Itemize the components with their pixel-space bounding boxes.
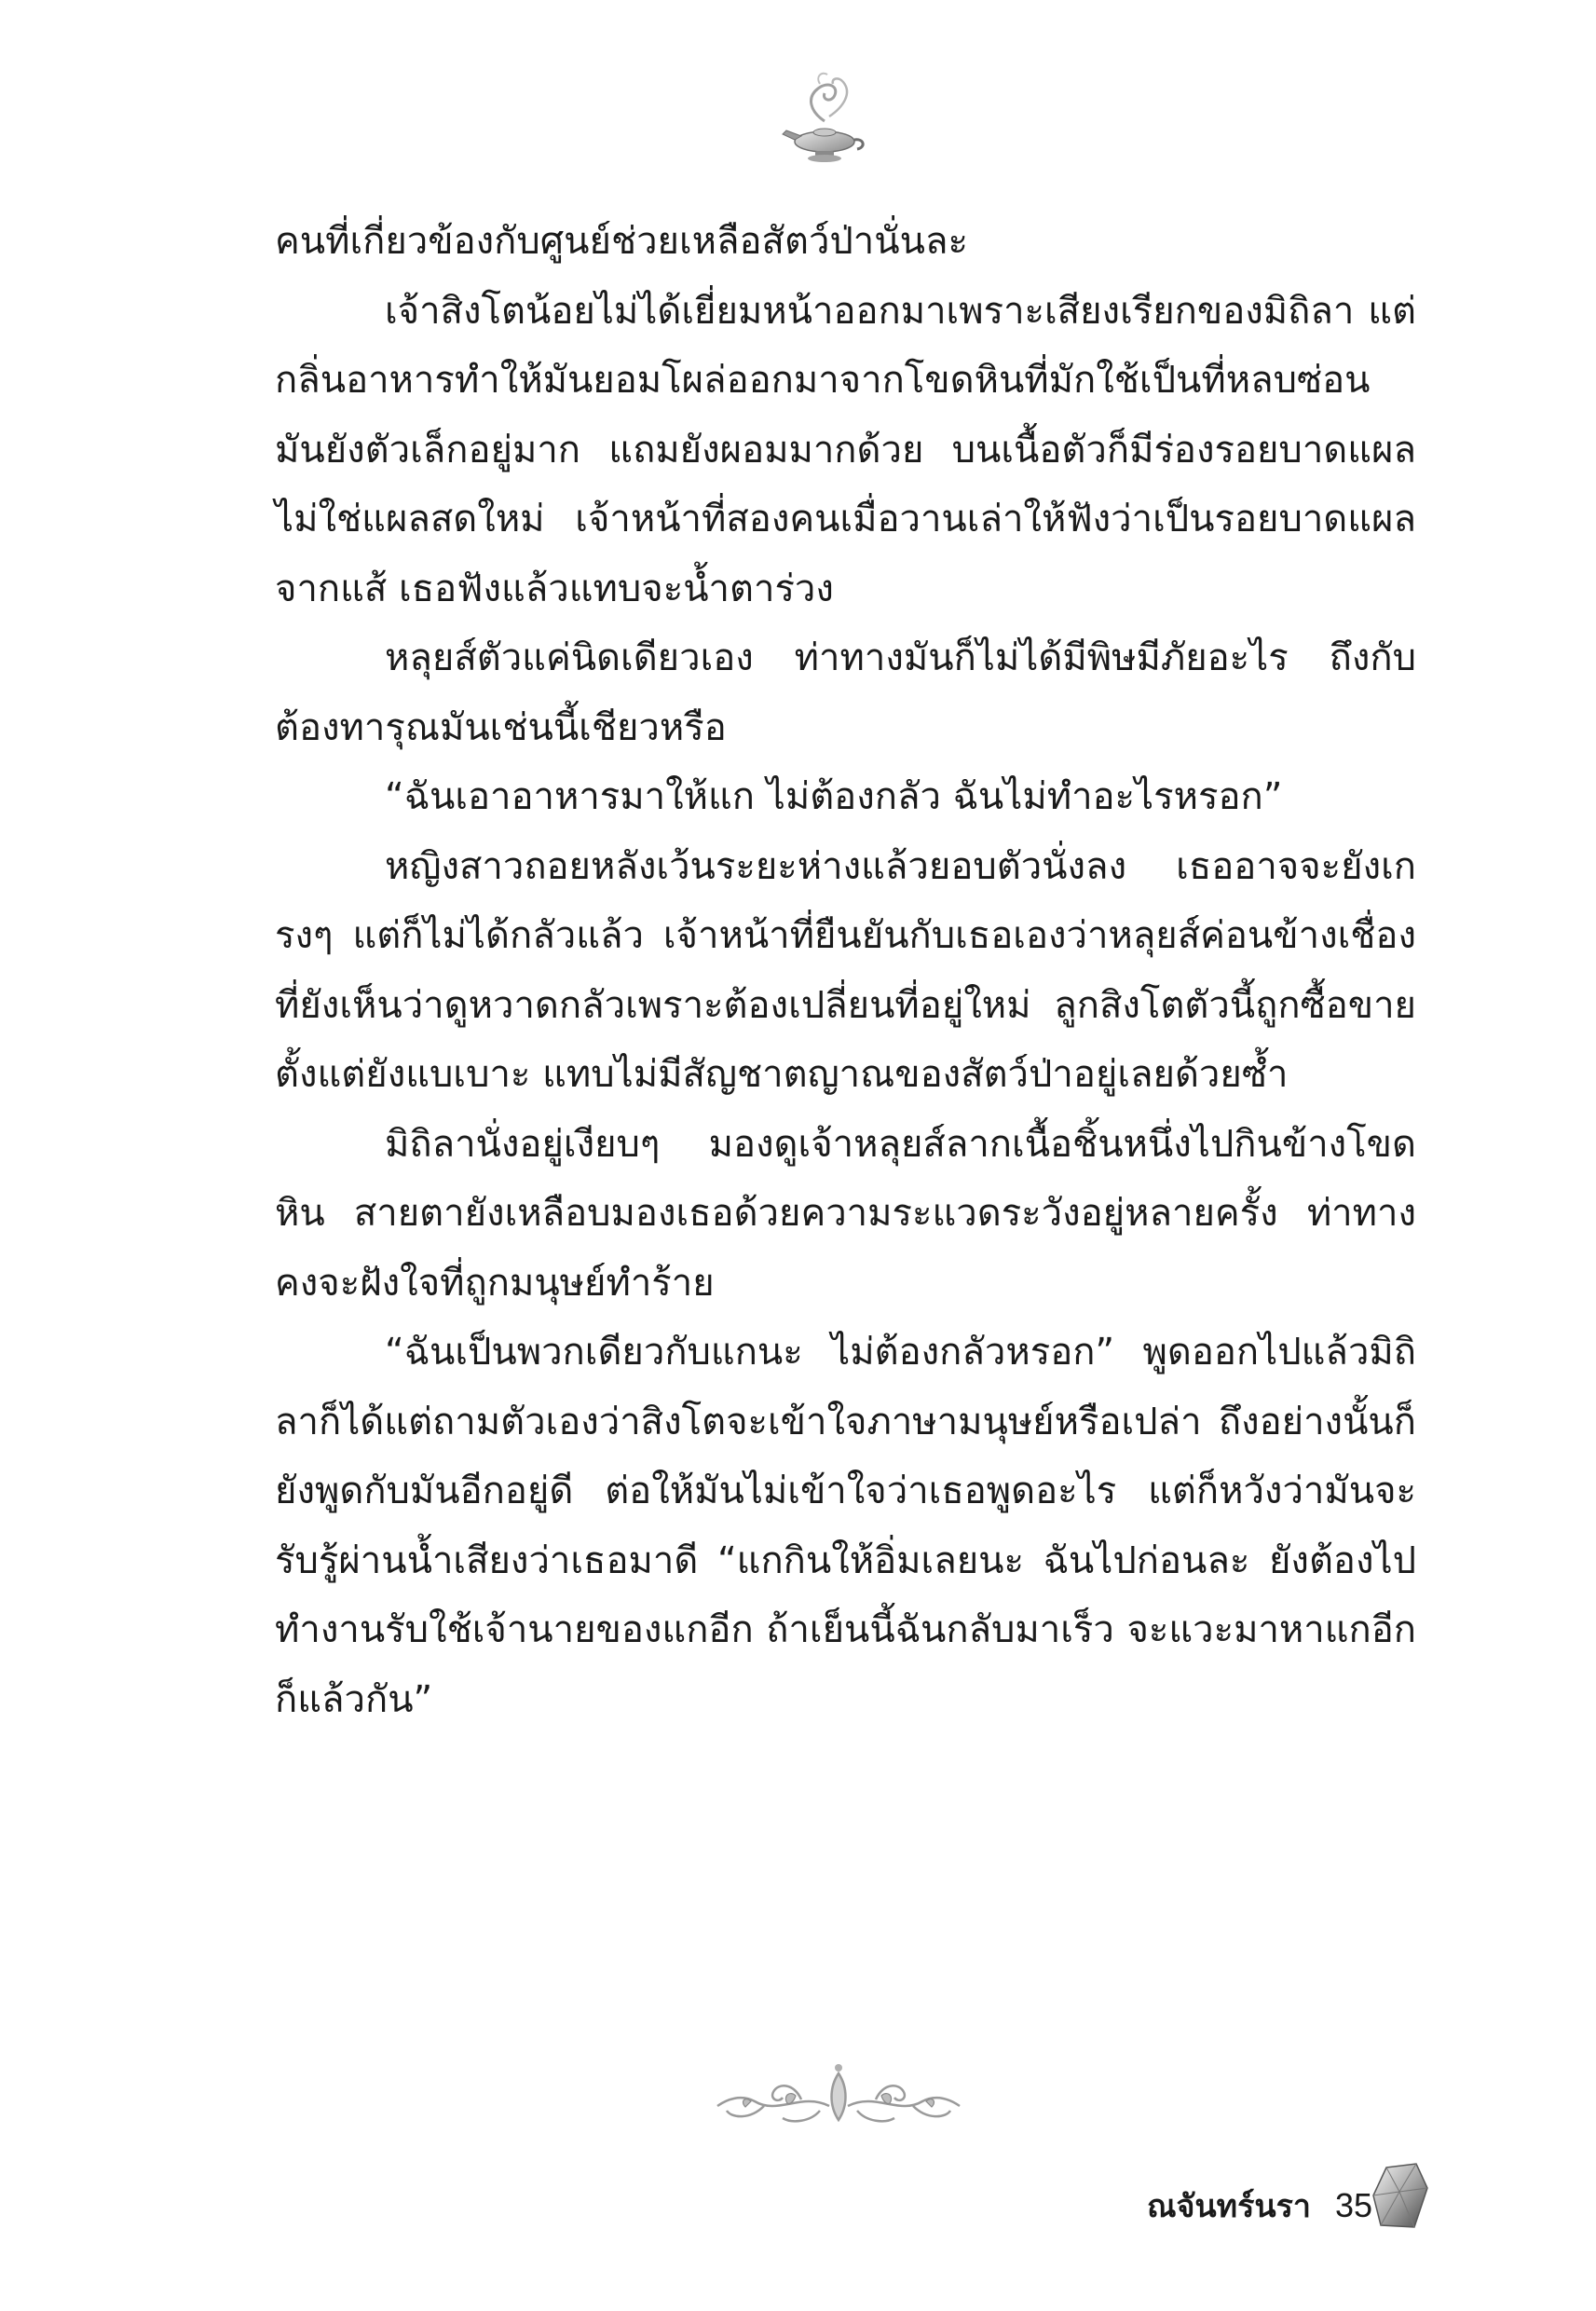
paragraph-3: หลุยส์ตัวแค่นิดเดียวเอง ท่าทางมันก็ไม่ได้มีพิษมีภัยอะไร ถึงกับต้องทารุณมันเช่นนี้เชียวหรือ bbox=[275, 636, 1416, 749]
paragraph-4: “ฉันเอาอาหารมาให้แก ไม่ต้องกลัว ฉันไม่ทำอะไรหรอก” bbox=[385, 775, 1283, 818]
paragraph-1: คนที่เกี่ยวข้องกับศูนย์ช่วยเหลือสัตว์ป่านั่นละ bbox=[275, 220, 968, 263]
page-number: 35 bbox=[1334, 2186, 1372, 2224]
paragraph-2: เจ้าสิงโตน้อยไม่ได้เยี่ยมหน้าออกมาเพราะเสียงเรียกของมิถิลา แต่กลิ่นอาหารทำให้มันยอมโผล่ออกมาจากโขดหินที่มักใช้เป็นที่หลบซ่อน มันยังตัวเล็กอยู่มาก แถมยังผอมมากด้วย บนเนื้อตัวก็มีร่องรอยบาดแผล ไม่ใช่แผลสดใหม่ เจ้าหน้าที่สองคนเมื่อวานเล่าให้ฟังว่าเป็นรอยบาดแผลจากแส้ เธอฟังแล้วแทบจะน้ำตาร่วง bbox=[275, 289, 1416, 610]
author-name: ณจันทร์นรา bbox=[1146, 2188, 1311, 2225]
genie-lamp-icon bbox=[773, 65, 876, 168]
gem-icon bbox=[1368, 2160, 1433, 2235]
paragraph-5: หญิงสาวถอยหลังเว้นระยะห่างแล้วยอบตัวนั่งลง เธออาจจะยังเกรงๆ แต่ก็ไม่ได้กลัวแล้ว เจ้าหน้าที่ยืนยันกับเธอเองว่าหลุยส์ค่อนข้างเชื่อง ที่ยังเห็นว่าดูหวาดกลัวเพราะต้องเปลี่ยนที่อยู่ใหม่ ลูกสิงโตตัวนี้ถูกซื้อขายตั้งแต่ยังแบเบาะ แทบไม่มีสัญชาตญาณของสัตว์ป่าอยู่เลยด้วยซ้ำ bbox=[275, 844, 1416, 1096]
paragraph-6: มิถิลานั่งอยู่เงียบๆ มองดูเจ้าหลุยส์ลากเนื้อชิ้นหนึ่งไปกินข้างโขดหิน สายตายังเหลือบมองเธอด้วยความระแวดระวังอยู่หลายครั้ง ท่าทางคงจะฝังใจที่ถูกมนุษย์ทำร้าย bbox=[275, 1122, 1416, 1305]
body-text bbox=[275, 207, 1416, 1734]
floral-divider-icon bbox=[689, 2055, 988, 2139]
page-footer bbox=[1147, 2181, 1372, 2231]
paragraph-7: “ฉันเป็นพวกเดียวกับแกนะ ไม่ต้องกลัวหรอก” พูดออกไปแล้วมิถิลาก็ได้แต่ถามตัวเองว่าสิงโตจะเข้าใจภาษามนุษย์หรือเปล่า ถึงอย่างนั้นก็ยังพูดกับมันอีกอยู่ดี ต่อให้มันไม่เข้าใจว่าเธอพูดอะไร แต่ก็หวังว่ามันจะรับรู้ผ่านน้ำเสียงว่าเธอมาดี “แกกินให้อิ่มเลยนะ ฉันไปก่อนละ ยังต้องไปทำงานรับใช้เจ้านายของแกอีก ถ้าเย็นนี้ฉันกลับมาเร็ว จะแวะมาหาแกอีกก็แล้วกัน” bbox=[275, 1331, 1416, 1721]
